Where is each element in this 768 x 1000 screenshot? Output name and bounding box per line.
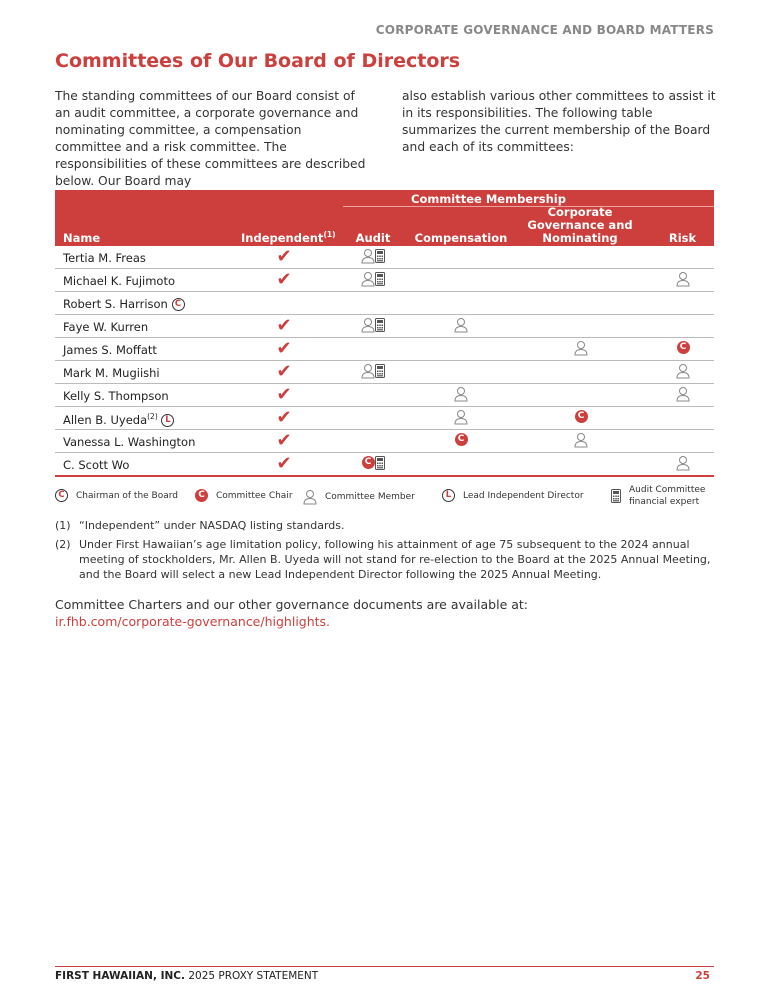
name-text: Kelly S. Thompson — [63, 389, 169, 403]
person-icon — [454, 317, 468, 333]
legend-label: Lead Independent Director — [463, 490, 584, 501]
group-header: Committee Membership — [411, 192, 566, 206]
audit-cell — [343, 248, 403, 264]
footer-doc: 2025 PROXY STATEMENT — [188, 970, 319, 982]
director-name — [63, 251, 146, 265]
charters-paragraph — [55, 596, 528, 630]
calculator-icon — [375, 249, 385, 263]
name-text: Tertia M. Freas — [63, 251, 146, 265]
legend-expert — [611, 484, 709, 508]
person-icon — [361, 363, 375, 379]
table-row — [55, 453, 714, 477]
risk-cell — [653, 386, 713, 402]
compensation-cell — [431, 386, 491, 402]
legend-label: Audit Committee financial expert — [629, 485, 706, 507]
header-independent — [241, 228, 336, 245]
audit-cell — [343, 455, 403, 470]
charters-text: Committee Charters and our other governance documents are available at: — [55, 597, 529, 612]
footnote-number: (1) — [55, 519, 71, 532]
table-row — [55, 246, 714, 269]
person-icon — [361, 317, 375, 333]
header-compensation: Compensation — [414, 231, 508, 245]
director-name — [63, 412, 174, 427]
calculator-icon — [611, 489, 621, 503]
committee-chair-icon: C — [455, 433, 468, 446]
legend-label: Committee Member — [325, 492, 415, 502]
person-icon — [303, 489, 317, 505]
legend-member — [303, 489, 415, 505]
table-row — [55, 407, 714, 430]
legend-chair — [195, 489, 293, 502]
calculator-icon — [611, 489, 621, 503]
legend-label: Chairman of the Board — [76, 490, 179, 501]
director-name — [63, 435, 195, 449]
legend-label: Committee Chair — [216, 490, 293, 501]
committee-chair-icon: C — [575, 410, 588, 423]
cgn-cell — [551, 432, 611, 448]
independent-check-icon: ✔ — [276, 246, 292, 267]
table-row — [55, 292, 714, 315]
footnote-ref: (2) — [147, 412, 158, 421]
chairman-icon: C — [172, 298, 185, 311]
independent-check-icon: ✔ — [276, 361, 292, 382]
compensation-cell — [431, 317, 491, 333]
chairman-icon: C — [55, 489, 68, 502]
director-name — [63, 343, 157, 357]
person-icon — [574, 340, 588, 356]
name-text: James S. Moffatt — [63, 343, 157, 357]
independent-check-icon: ✔ — [276, 430, 292, 451]
person-icon — [361, 248, 375, 264]
committee-table — [55, 190, 714, 477]
table-row — [55, 315, 714, 338]
legend-chairman — [55, 489, 178, 502]
table-row — [55, 430, 714, 453]
calculator-icon — [375, 364, 385, 378]
running-header: CORPORATE GOVERNANCE AND BOARD MATTERS — [375, 23, 714, 37]
footnote-number: (2) — [55, 538, 71, 551]
table-header — [55, 190, 714, 246]
footnote-1 — [55, 518, 714, 533]
lead-director-icon: L — [161, 414, 174, 427]
director-name — [63, 366, 160, 380]
director-name — [63, 274, 175, 288]
person-icon — [454, 386, 468, 402]
governance-link[interactable]: ir.fhb.com/corporate-governance/highlights. — [55, 614, 331, 629]
footnote-2 — [55, 537, 714, 582]
legend-lead — [442, 489, 584, 502]
independent-check-icon: ✔ — [276, 407, 292, 428]
audit-cell — [343, 317, 403, 333]
person-icon — [574, 432, 588, 448]
table-row — [55, 384, 714, 407]
footer-company: FIRST HAWAIIAN, INC. — [55, 970, 185, 982]
page-title: Committees of Our Board of Directors — [55, 50, 461, 72]
director-name — [63, 458, 129, 472]
intro-col-1: The standing committees of our Board consist of an audit committee, a corporate governance and nominating committee, a compensation committee and a risk committee. The responsibilities of these committees are described below. Our Board may — [55, 89, 366, 188]
name-text: Mark M. Mugiishi — [63, 366, 160, 380]
header-risk: Risk — [668, 231, 697, 245]
calculator-icon — [375, 456, 385, 470]
risk-cell — [653, 455, 713, 471]
table-row — [55, 269, 714, 292]
lead-director-icon: L — [442, 489, 455, 502]
name-text: C. Scott Wo — [63, 458, 130, 472]
compensation-cell — [431, 409, 491, 425]
table-row — [55, 361, 714, 384]
footnotes — [55, 518, 714, 586]
committee-member-icon — [303, 489, 317, 505]
header-audit: Audit — [355, 231, 391, 245]
legend — [55, 484, 714, 512]
person-icon — [676, 386, 690, 402]
table-row — [55, 338, 714, 361]
calculator-icon — [375, 318, 385, 332]
header-independent-label: Independent — [241, 231, 324, 245]
table-body — [55, 246, 714, 477]
person-icon — [676, 271, 690, 287]
footer — [55, 966, 714, 982]
cgn-cell — [551, 340, 611, 356]
name-text: Robert S. Harrison — [63, 297, 168, 311]
independent-check-icon: ✔ — [276, 315, 292, 336]
footnote-text: Under First Hawaiian’s age limitation policy, following his attainment of age 75 subsequent to the 2024 annual meeting of stockholders, Mr. Allen B. Uyeda will not stand for re-election to the Board at the 2025 Annual Meeting, and the Board will select a new Lead Independent Director following the 2025 Annual Meeting. — [79, 538, 711, 581]
intro-col-2: also establish various other committees to assist it in its responsibilities. The following table summarizes the current membership of the Board and each of its committees: — [402, 89, 716, 154]
cgn-cell — [551, 409, 611, 423]
header-name: Name — [63, 231, 101, 245]
risk-cell — [653, 271, 713, 287]
calculator-icon — [375, 272, 385, 286]
person-icon — [676, 363, 690, 379]
audit-cell — [343, 363, 403, 379]
name-text: Vanessa L. Washington — [63, 435, 196, 449]
person-icon — [676, 455, 690, 471]
independent-check-icon: ✔ — [276, 338, 292, 359]
independent-check-icon: ✔ — [276, 269, 292, 290]
risk-cell — [653, 363, 713, 379]
compensation-cell — [431, 432, 491, 446]
page-number: 25 — [695, 970, 710, 982]
footnote-ref: (1) — [323, 230, 336, 240]
name-text: Allen B. Uyeda — [63, 412, 148, 427]
header-cgn: Corporate Governance and Nominating — [527, 205, 633, 245]
name-text: Faye W. Kurren — [63, 320, 149, 334]
name-text: Michael K. Fujimoto — [63, 274, 176, 288]
independent-check-icon: ✔ — [276, 384, 292, 405]
director-name — [63, 320, 148, 334]
director-name — [63, 297, 185, 311]
independent-check-icon: ✔ — [276, 453, 292, 474]
audit-cell — [343, 271, 403, 287]
person-icon — [361, 271, 375, 287]
committee-chair-icon: C — [195, 489, 208, 502]
footnote-text: “Independent” under NASDAQ listing standards. — [79, 519, 345, 532]
director-name — [63, 389, 169, 403]
person-icon — [454, 409, 468, 425]
committee-chair-icon: C — [362, 456, 375, 469]
risk-cell — [653, 340, 713, 354]
committee-chair-icon: C — [677, 341, 690, 354]
